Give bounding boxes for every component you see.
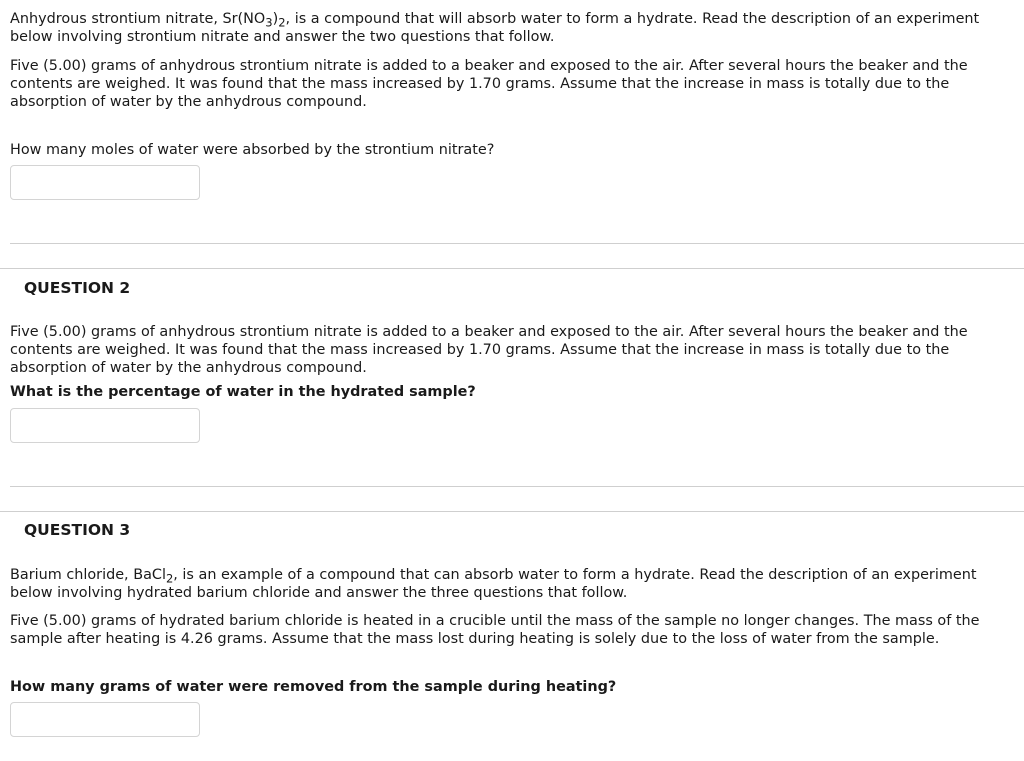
divider bbox=[0, 511, 1024, 512]
q2-experiment: Five (5.00) grams of anhydrous strontium nitrate is added to a beaker and exposed to the air. After several hours the beaker and the contents are weighed. It was found that the mass increased by 1.70 grams. Assume that the increase in mass is totally due to the absorption of water by the anhydrous compound. bbox=[10, 324, 968, 376]
q1-intro-text-a: Anhydrous strontium nitrate, Sr(NO bbox=[10, 11, 266, 27]
q1-intro-sub-3: 3 bbox=[265, 15, 273, 30]
q3-intro-sub-2: 2 bbox=[165, 571, 174, 586]
question-3-heading: QUESTION 3 bbox=[24, 521, 131, 539]
divider bbox=[10, 243, 1024, 244]
q3-answer-input[interactable] bbox=[10, 702, 200, 737]
q1-experiment: Five (5.00) grams of anhydrous strontium nitrate is added to a beaker and exposed to the air. After several hours the beaker and the contents are weighed. It was found that the mass increased by 1.70 grams. Assume that the increase in mass is totally due to the absorption of water by the anhydrous compound. bbox=[10, 58, 968, 110]
q2-answer-input[interactable] bbox=[10, 408, 200, 443]
q3-intro-text-b: , is an example of a compound that can absorb water to form a hydrate. Read the description of an experiment below involving hydrated barium chloride and answer the three questions that follow. bbox=[10, 567, 977, 601]
divider bbox=[10, 486, 1024, 487]
q3-intro bbox=[10, 566, 1005, 602]
q1-intro bbox=[10, 10, 1005, 46]
q3-experiment: Five (5.00) grams of hydrated barium chloride is heated in a crucible until the mass of the sample no longer changes. The mass of the sample after heating is 4.26 grams. Assume that the mass lost during heating is solely due to the loss of water from the sample. bbox=[10, 613, 980, 647]
q2-question: What is the percentage of water in the hydrated sample? bbox=[10, 384, 476, 400]
divider bbox=[0, 268, 1024, 269]
q1-intro-text-b: ) bbox=[272, 11, 279, 27]
question-2-heading: QUESTION 2 bbox=[24, 279, 131, 297]
q1-intro-sub-2: 2 bbox=[278, 15, 286, 30]
q1-answer-input[interactable] bbox=[10, 165, 200, 200]
q3-question: How many grams of water were removed from the sample during heating? bbox=[10, 679, 617, 695]
q3-intro-text-a: Barium chloride, BaCl bbox=[10, 567, 166, 583]
q1-intro-text-c: , is a compound that will absorb water to form a hydrate. Read the description of an experiment below involving strontium nitrate and answer the two questions that follow. bbox=[10, 11, 980, 45]
q1-question: How many moles of water were absorbed by the strontium nitrate? bbox=[10, 142, 495, 158]
